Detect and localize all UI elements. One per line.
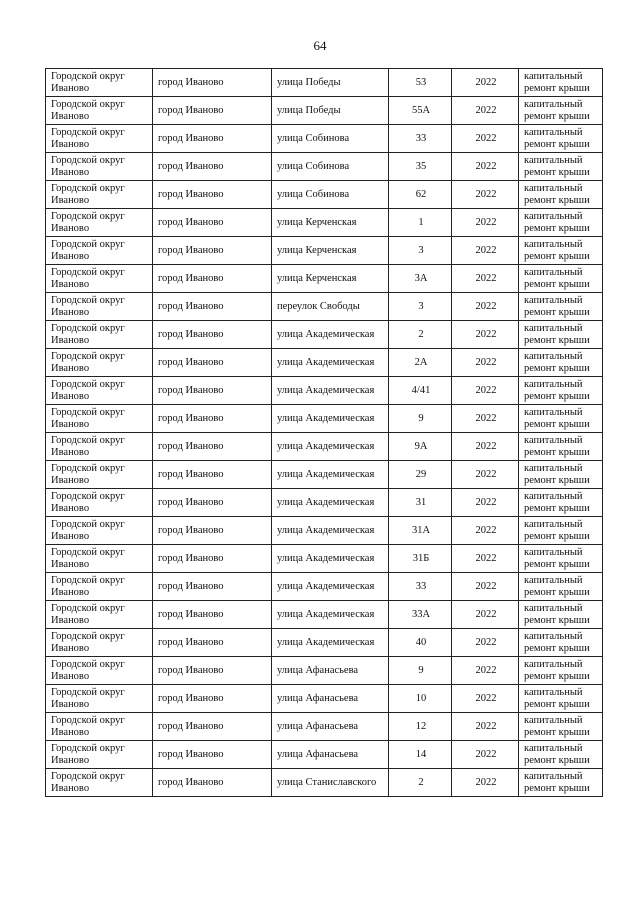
cell-year: 2022 [452, 433, 519, 461]
cell-house-number: 31Б [389, 545, 452, 573]
table-row [46, 153, 603, 181]
cell-city: город Иваново [153, 489, 272, 517]
cell-okrug: Городской округ Иваново [46, 601, 153, 629]
cell-year: 2022 [452, 769, 519, 797]
table-row [46, 433, 603, 461]
cell-year: 2022 [452, 237, 519, 265]
cell-year: 2022 [452, 657, 519, 685]
cell-street: улица Собинова [272, 125, 389, 153]
cell-year: 2022 [452, 405, 519, 433]
cell-street: улица Академическая [272, 489, 389, 517]
cell-street: улица Академическая [272, 545, 389, 573]
cell-year: 2022 [452, 461, 519, 489]
cell-house-number: 9А [389, 433, 452, 461]
cell-house-number: 31 [389, 489, 452, 517]
cell-okrug: Городской округ Иваново [46, 545, 153, 573]
cell-year: 2022 [452, 97, 519, 125]
cell-city: город Иваново [153, 125, 272, 153]
cell-house-number: 53 [389, 69, 452, 97]
cell-okrug: Городской округ Иваново [46, 433, 153, 461]
cell-year: 2022 [452, 209, 519, 237]
cell-street: улица Академическая [272, 573, 389, 601]
cell-city: город Иваново [153, 237, 272, 265]
cell-city: город Иваново [153, 97, 272, 125]
cell-city: город Иваново [153, 741, 272, 769]
cell-street: улица Керченская [272, 265, 389, 293]
table-row [46, 349, 603, 377]
registry-table-body [46, 69, 603, 797]
cell-house-number: 31А [389, 517, 452, 545]
cell-okrug: Городской округ Иваново [46, 181, 153, 209]
cell-year: 2022 [452, 741, 519, 769]
table-row [46, 69, 603, 97]
cell-city: город Иваново [153, 685, 272, 713]
cell-year: 2022 [452, 293, 519, 321]
cell-street: улица Станиславского [272, 769, 389, 797]
cell-city: город Иваново [153, 265, 272, 293]
cell-work-type: капитальный ремонт крыши [519, 97, 603, 125]
cell-street: улица Керченская [272, 237, 389, 265]
cell-work-type: капитальный ремонт крыши [519, 377, 603, 405]
cell-year: 2022 [452, 125, 519, 153]
cell-okrug: Городской округ Иваново [46, 153, 153, 181]
cell-city: город Иваново [153, 657, 272, 685]
cell-okrug: Городской округ Иваново [46, 321, 153, 349]
cell-street: улица Академическая [272, 321, 389, 349]
cell-work-type: капитальный ремонт крыши [519, 181, 603, 209]
cell-work-type: капитальный ремонт крыши [519, 433, 603, 461]
cell-okrug: Городской округ Иваново [46, 517, 153, 545]
cell-year: 2022 [452, 545, 519, 573]
table-row [46, 713, 603, 741]
cell-work-type: капитальный ремонт крыши [519, 769, 603, 797]
table-row [46, 657, 603, 685]
cell-okrug: Городской округ Иваново [46, 741, 153, 769]
cell-house-number: 1 [389, 209, 452, 237]
table-row [46, 405, 603, 433]
registry-table [45, 68, 603, 797]
cell-year: 2022 [452, 713, 519, 741]
cell-city: город Иваново [153, 629, 272, 657]
cell-okrug: Городской округ Иваново [46, 657, 153, 685]
cell-house-number: 3 [389, 293, 452, 321]
cell-okrug: Городской округ Иваново [46, 629, 153, 657]
cell-street: улица Академическая [272, 601, 389, 629]
cell-city: город Иваново [153, 713, 272, 741]
cell-year: 2022 [452, 517, 519, 545]
cell-year: 2022 [452, 69, 519, 97]
cell-work-type: капитальный ремонт крыши [519, 237, 603, 265]
cell-city: город Иваново [153, 181, 272, 209]
table-row [46, 517, 603, 545]
cell-work-type: капитальный ремонт крыши [519, 601, 603, 629]
cell-okrug: Городской округ Иваново [46, 97, 153, 125]
cell-okrug: Городской округ Иваново [46, 125, 153, 153]
cell-year: 2022 [452, 181, 519, 209]
cell-street: улица Академическая [272, 433, 389, 461]
page-number: 64 [313, 38, 327, 53]
cell-work-type: капитальный ремонт крыши [519, 489, 603, 517]
cell-okrug: Городской округ Иваново [46, 573, 153, 601]
cell-house-number: 29 [389, 461, 452, 489]
cell-street: улица Афанасьева [272, 713, 389, 741]
cell-city: город Иваново [153, 405, 272, 433]
cell-okrug: Городской округ Иваново [46, 713, 153, 741]
cell-house-number: 4/41 [389, 377, 452, 405]
cell-city: город Иваново [153, 461, 272, 489]
table-row [46, 461, 603, 489]
cell-city: город Иваново [153, 69, 272, 97]
table-row [46, 629, 603, 657]
cell-work-type: капитальный ремонт крыши [519, 629, 603, 657]
cell-year: 2022 [452, 573, 519, 601]
cell-street: переулок Свободы [272, 293, 389, 321]
table-row [46, 265, 603, 293]
cell-okrug: Городской округ Иваново [46, 377, 153, 405]
cell-street: улица Собинова [272, 153, 389, 181]
cell-street: улица Афанасьева [272, 657, 389, 685]
cell-year: 2022 [452, 321, 519, 349]
cell-city: город Иваново [153, 573, 272, 601]
cell-okrug: Городской округ Иваново [46, 489, 153, 517]
cell-house-number: 2 [389, 321, 452, 349]
cell-okrug: Городской округ Иваново [46, 209, 153, 237]
cell-work-type: капитальный ремонт крыши [519, 405, 603, 433]
cell-city: город Иваново [153, 153, 272, 181]
cell-street: улица Афанасьева [272, 685, 389, 713]
cell-city: город Иваново [153, 293, 272, 321]
cell-year: 2022 [452, 685, 519, 713]
cell-city: город Иваново [153, 769, 272, 797]
cell-house-number: 33 [389, 125, 452, 153]
cell-work-type: капитальный ремонт крыши [519, 545, 603, 573]
cell-city: город Иваново [153, 545, 272, 573]
cell-street: улица Академическая [272, 377, 389, 405]
cell-street: улица Собинова [272, 181, 389, 209]
cell-city: город Иваново [153, 433, 272, 461]
cell-work-type: капитальный ремонт крыши [519, 69, 603, 97]
cell-city: город Иваново [153, 377, 272, 405]
cell-work-type: капитальный ремонт крыши [519, 209, 603, 237]
table-row [46, 181, 603, 209]
cell-city: город Иваново [153, 209, 272, 237]
cell-okrug: Городской округ Иваново [46, 349, 153, 377]
cell-work-type: капитальный ремонт крыши [519, 573, 603, 601]
table-row [46, 97, 603, 125]
cell-work-type: капитальный ремонт крыши [519, 321, 603, 349]
cell-house-number: 9 [389, 405, 452, 433]
cell-street: улица Академическая [272, 629, 389, 657]
cell-okrug: Городской округ Иваново [46, 685, 153, 713]
cell-house-number: 9 [389, 657, 452, 685]
table-row [46, 545, 603, 573]
cell-year: 2022 [452, 377, 519, 405]
cell-house-number: 2А [389, 349, 452, 377]
table-row [46, 573, 603, 601]
cell-work-type: капитальный ремонт крыши [519, 713, 603, 741]
cell-house-number: 33А [389, 601, 452, 629]
cell-work-type: капитальный ремонт крыши [519, 265, 603, 293]
table-row [46, 741, 603, 769]
cell-street: улица Академическая [272, 349, 389, 377]
table-row [46, 489, 603, 517]
cell-house-number: 2 [389, 769, 452, 797]
table-row [46, 769, 603, 797]
cell-street: улица Академическая [272, 405, 389, 433]
cell-okrug: Городской округ Иваново [46, 69, 153, 97]
cell-okrug: Городской округ Иваново [46, 237, 153, 265]
cell-city: город Иваново [153, 321, 272, 349]
cell-year: 2022 [452, 349, 519, 377]
cell-house-number: 33 [389, 573, 452, 601]
cell-city: город Иваново [153, 601, 272, 629]
cell-work-type: капитальный ремонт крыши [519, 125, 603, 153]
cell-street: улица Керченская [272, 209, 389, 237]
cell-street: улица Победы [272, 69, 389, 97]
cell-okrug: Городской округ Иваново [46, 265, 153, 293]
cell-house-number: 55А [389, 97, 452, 125]
table-row [46, 601, 603, 629]
table-row [46, 125, 603, 153]
cell-house-number: 3А [389, 265, 452, 293]
cell-city: город Иваново [153, 349, 272, 377]
cell-work-type: капитальный ремонт крыши [519, 741, 603, 769]
cell-house-number: 35 [389, 153, 452, 181]
cell-work-type: капитальный ремонт крыши [519, 685, 603, 713]
cell-street: улица Академическая [272, 517, 389, 545]
cell-house-number: 62 [389, 181, 452, 209]
table-row [46, 321, 603, 349]
cell-house-number: 12 [389, 713, 452, 741]
cell-year: 2022 [452, 153, 519, 181]
cell-year: 2022 [452, 601, 519, 629]
table-row [46, 237, 603, 265]
cell-work-type: капитальный ремонт крыши [519, 461, 603, 489]
table-row [46, 209, 603, 237]
cell-city: город Иваново [153, 517, 272, 545]
cell-okrug: Городской округ Иваново [46, 405, 153, 433]
cell-year: 2022 [452, 629, 519, 657]
table-row [46, 377, 603, 405]
cell-house-number: 10 [389, 685, 452, 713]
cell-street: улица Афанасьева [272, 741, 389, 769]
cell-okrug: Городской округ Иваново [46, 461, 153, 489]
cell-work-type: капитальный ремонт крыши [519, 517, 603, 545]
cell-okrug: Городской округ Иваново [46, 293, 153, 321]
cell-okrug: Городской округ Иваново [46, 769, 153, 797]
cell-house-number: 14 [389, 741, 452, 769]
cell-year: 2022 [452, 265, 519, 293]
table-row [46, 293, 603, 321]
cell-street: улица Академическая [272, 461, 389, 489]
cell-house-number: 3 [389, 237, 452, 265]
cell-year: 2022 [452, 489, 519, 517]
cell-work-type: капитальный ремонт крыши [519, 293, 603, 321]
cell-house-number: 40 [389, 629, 452, 657]
cell-street: улица Победы [272, 97, 389, 125]
cell-work-type: капитальный ремонт крыши [519, 657, 603, 685]
cell-work-type: капитальный ремонт крыши [519, 153, 603, 181]
cell-work-type: капитальный ремонт крыши [519, 349, 603, 377]
table-row [46, 685, 603, 713]
